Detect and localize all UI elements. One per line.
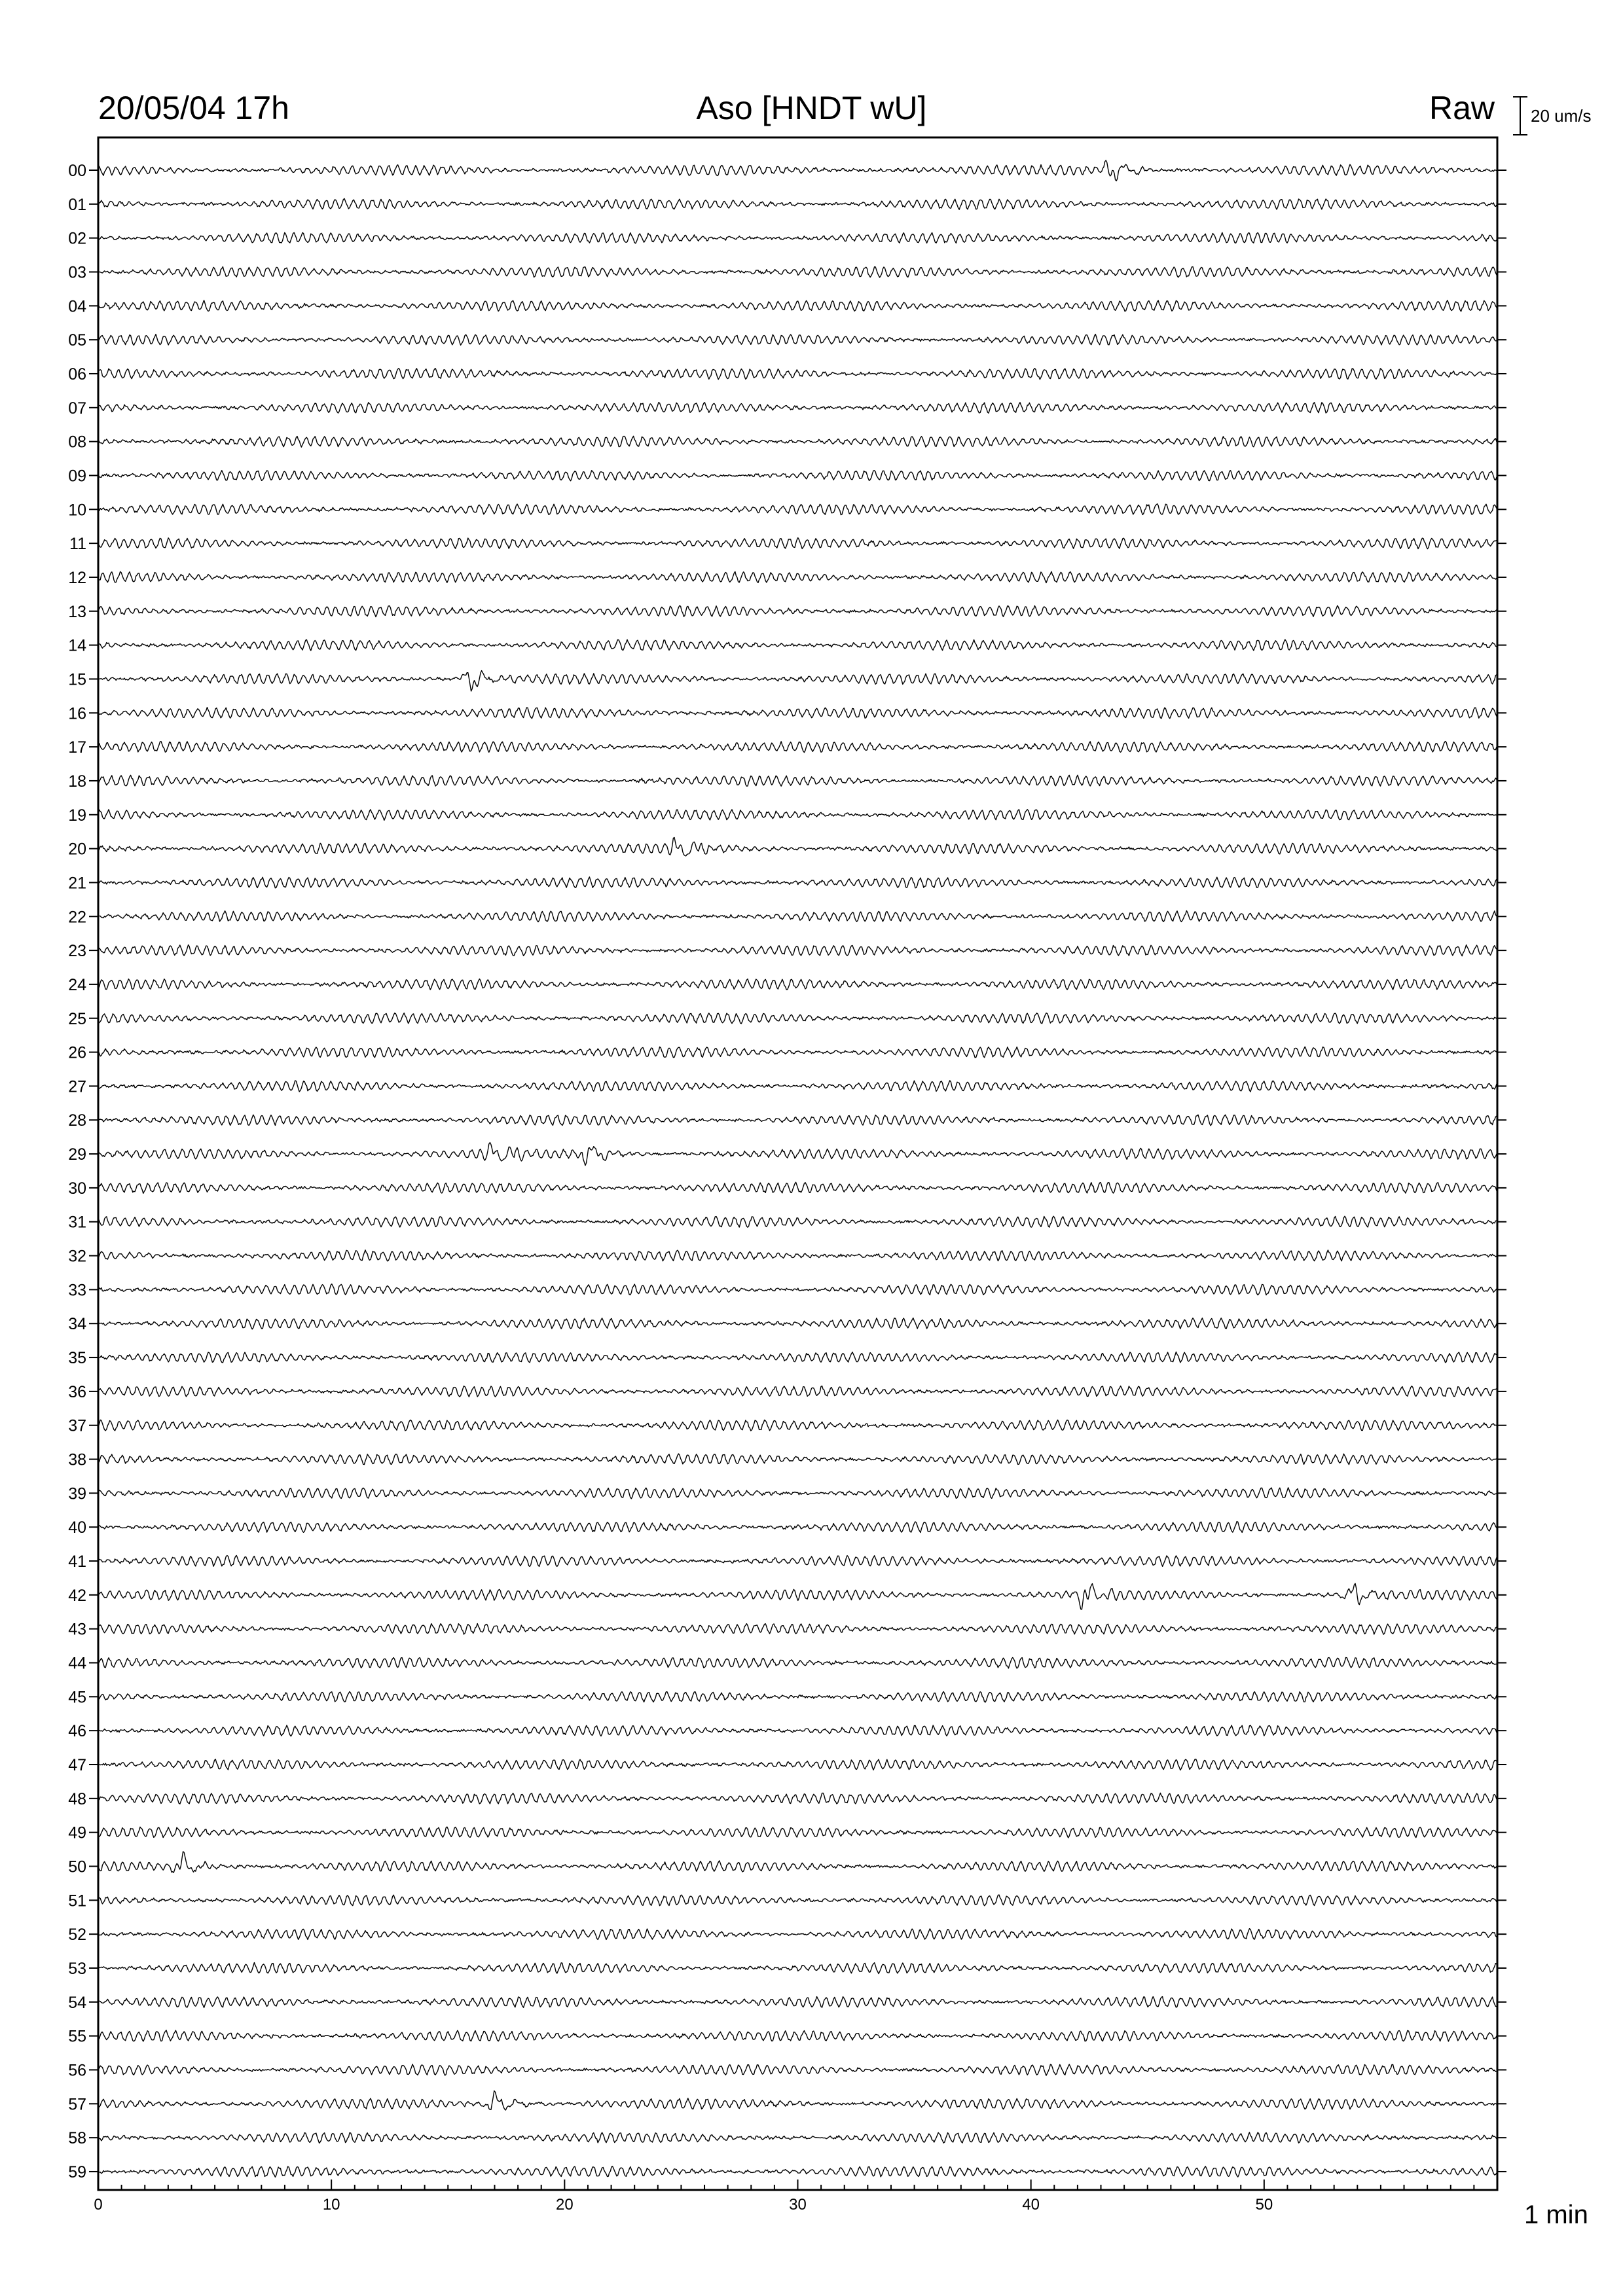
row-label-29: 29 xyxy=(68,1145,86,1164)
row-label-51: 51 xyxy=(68,1892,86,1910)
trace-row-37 xyxy=(98,1420,1497,1431)
row-label-07: 07 xyxy=(68,399,86,418)
row-label-37: 37 xyxy=(68,1416,86,1435)
trace-row-43 xyxy=(98,1624,1497,1635)
x-tick-label-10: 10 xyxy=(322,2196,340,2214)
amplitude-scale-label: 20 um/s xyxy=(1531,106,1592,126)
row-label-08: 08 xyxy=(68,433,86,452)
row-label-58: 58 xyxy=(68,2129,86,2148)
row-label-59: 59 xyxy=(68,2162,86,2181)
trace-row-44 xyxy=(98,1658,1497,1669)
row-label-09: 09 xyxy=(68,467,86,486)
trace-row-21 xyxy=(98,877,1497,888)
row-label-14: 14 xyxy=(68,636,86,655)
row-label-04: 04 xyxy=(68,297,86,316)
x-axis-unit-label: 1 min xyxy=(1524,2200,1588,2229)
row-label-25: 25 xyxy=(68,1009,86,1028)
row-label-36: 36 xyxy=(68,1382,86,1401)
x-tick-label-40: 40 xyxy=(1022,2196,1040,2214)
trace-row-49 xyxy=(98,1827,1497,1838)
trace-row-29 xyxy=(98,1143,1497,1166)
trace-row-08 xyxy=(98,436,1497,447)
trace-row-47 xyxy=(98,1759,1497,1770)
trace-row-19 xyxy=(98,810,1497,821)
row-label-17: 17 xyxy=(68,738,86,757)
row-label-06: 06 xyxy=(68,365,86,384)
trace-row-27 xyxy=(98,1081,1497,1092)
row-label-55: 55 xyxy=(68,2027,86,2046)
trace-row-20 xyxy=(98,838,1497,856)
row-label-00: 00 xyxy=(68,162,86,180)
station-title: Aso [HNDT wU] xyxy=(696,90,927,126)
trace-row-38 xyxy=(98,1454,1497,1465)
trace-row-17 xyxy=(98,742,1497,753)
row-label-50: 50 xyxy=(68,1857,86,1876)
row-label-42: 42 xyxy=(68,1586,86,1605)
trace-row-45 xyxy=(98,1692,1497,1702)
trace-row-18 xyxy=(98,775,1497,786)
row-label-49: 49 xyxy=(68,1823,86,1842)
trace-row-09 xyxy=(98,471,1497,481)
x-tick-label-50: 50 xyxy=(1255,2196,1273,2214)
row-label-40: 40 xyxy=(68,1518,86,1537)
row-label-48: 48 xyxy=(68,1789,86,1808)
trace-row-13 xyxy=(98,605,1497,617)
row-label-52: 52 xyxy=(68,1926,86,1945)
row-label-12: 12 xyxy=(68,568,86,587)
x-tick-label-30: 30 xyxy=(789,2196,807,2214)
plot-frame xyxy=(98,137,1497,2190)
row-label-16: 16 xyxy=(68,704,86,723)
row-label-03: 03 xyxy=(68,263,86,282)
row-label-10: 10 xyxy=(68,501,86,520)
trace-row-22 xyxy=(98,911,1497,922)
trace-row-46 xyxy=(98,1725,1497,1736)
row-label-33: 33 xyxy=(68,1281,86,1300)
trace-row-33 xyxy=(98,1284,1497,1295)
trace-row-39 xyxy=(98,1488,1497,1499)
row-label-26: 26 xyxy=(68,1043,86,1062)
trace-row-02 xyxy=(98,232,1497,243)
row-label-19: 19 xyxy=(68,806,86,825)
row-label-13: 13 xyxy=(68,602,86,621)
trace-row-52 xyxy=(98,1929,1497,1940)
trace-row-15 xyxy=(98,671,1497,691)
x-tick-label-0: 0 xyxy=(94,2196,103,2214)
trace-row-36 xyxy=(98,1386,1497,1397)
trace-row-03 xyxy=(98,267,1497,278)
trace-row-42 xyxy=(98,1583,1497,1609)
seismic-traces xyxy=(89,160,1506,2177)
trace-row-16 xyxy=(98,708,1497,719)
row-label-21: 21 xyxy=(68,874,86,893)
row-label-01: 01 xyxy=(68,195,86,214)
row-label-32: 32 xyxy=(68,1247,86,1266)
trace-row-00 xyxy=(98,160,1497,181)
row-label-41: 41 xyxy=(68,1552,86,1571)
trace-row-28 xyxy=(98,1115,1497,1126)
trace-row-35 xyxy=(98,1352,1497,1363)
row-label-38: 38 xyxy=(68,1450,86,1469)
trace-row-06 xyxy=(98,368,1497,380)
row-label-46: 46 xyxy=(68,1722,86,1741)
row-label-23: 23 xyxy=(68,942,86,961)
row-label-34: 34 xyxy=(68,1315,86,1334)
trace-row-07 xyxy=(98,403,1497,413)
row-label-35: 35 xyxy=(68,1349,86,1368)
row-label-45: 45 xyxy=(68,1688,86,1707)
trace-row-59 xyxy=(98,2166,1497,2178)
row-label-15: 15 xyxy=(68,670,86,689)
trace-row-11 xyxy=(98,538,1497,549)
trace-row-51 xyxy=(98,1895,1497,1906)
row-label-56: 56 xyxy=(68,2061,86,2080)
row-label-28: 28 xyxy=(68,1111,86,1130)
row-label-27: 27 xyxy=(68,1077,86,1096)
trace-row-24 xyxy=(98,979,1497,990)
date-hour-label: 20/05/04 17h xyxy=(98,90,289,126)
trace-row-57 xyxy=(98,2091,1497,2111)
scale-bar xyxy=(1513,97,1527,135)
trace-row-50 xyxy=(98,1852,1497,1873)
row-label-05: 05 xyxy=(68,331,86,350)
trace-row-14 xyxy=(98,639,1497,651)
row-labels xyxy=(68,162,86,2181)
mode-label: Raw xyxy=(1429,90,1495,126)
trace-row-55 xyxy=(98,2030,1497,2041)
row-label-20: 20 xyxy=(68,840,86,859)
row-label-44: 44 xyxy=(68,1654,86,1673)
row-label-22: 22 xyxy=(68,908,86,927)
row-label-31: 31 xyxy=(68,1213,86,1232)
trace-row-10 xyxy=(98,504,1497,515)
trace-row-23 xyxy=(98,945,1497,956)
trace-row-48 xyxy=(98,1793,1497,1804)
row-label-24: 24 xyxy=(68,975,86,994)
x-tick-label-20: 20 xyxy=(555,2196,574,2214)
x-axis-ticks xyxy=(94,2179,1497,2214)
row-label-43: 43 xyxy=(68,1620,86,1639)
row-label-47: 47 xyxy=(68,1756,86,1775)
trace-row-58 xyxy=(98,2132,1497,2143)
trace-row-04 xyxy=(98,300,1497,312)
row-label-02: 02 xyxy=(68,229,86,248)
trace-row-30 xyxy=(98,1182,1497,1193)
trace-row-05 xyxy=(98,334,1497,346)
trace-row-40 xyxy=(98,1522,1497,1533)
trace-row-25 xyxy=(98,1013,1497,1024)
trace-row-26 xyxy=(98,1047,1497,1058)
trace-row-34 xyxy=(98,1318,1497,1329)
row-label-11: 11 xyxy=(69,535,86,554)
trace-row-41 xyxy=(98,1556,1497,1567)
row-label-30: 30 xyxy=(68,1179,86,1198)
row-label-57: 57 xyxy=(68,2095,86,2114)
row-label-53: 53 xyxy=(68,1959,86,1978)
row-label-18: 18 xyxy=(68,772,86,791)
trace-row-53 xyxy=(98,1963,1497,1974)
trace-row-56 xyxy=(98,2064,1497,2075)
row-label-54: 54 xyxy=(68,1993,86,2012)
trace-row-32 xyxy=(98,1250,1497,1261)
trace-row-54 xyxy=(98,1997,1497,2008)
row-label-39: 39 xyxy=(68,1484,86,1503)
trace-row-01 xyxy=(98,198,1497,209)
trace-row-31 xyxy=(98,1216,1497,1227)
trace-row-12 xyxy=(98,571,1497,583)
